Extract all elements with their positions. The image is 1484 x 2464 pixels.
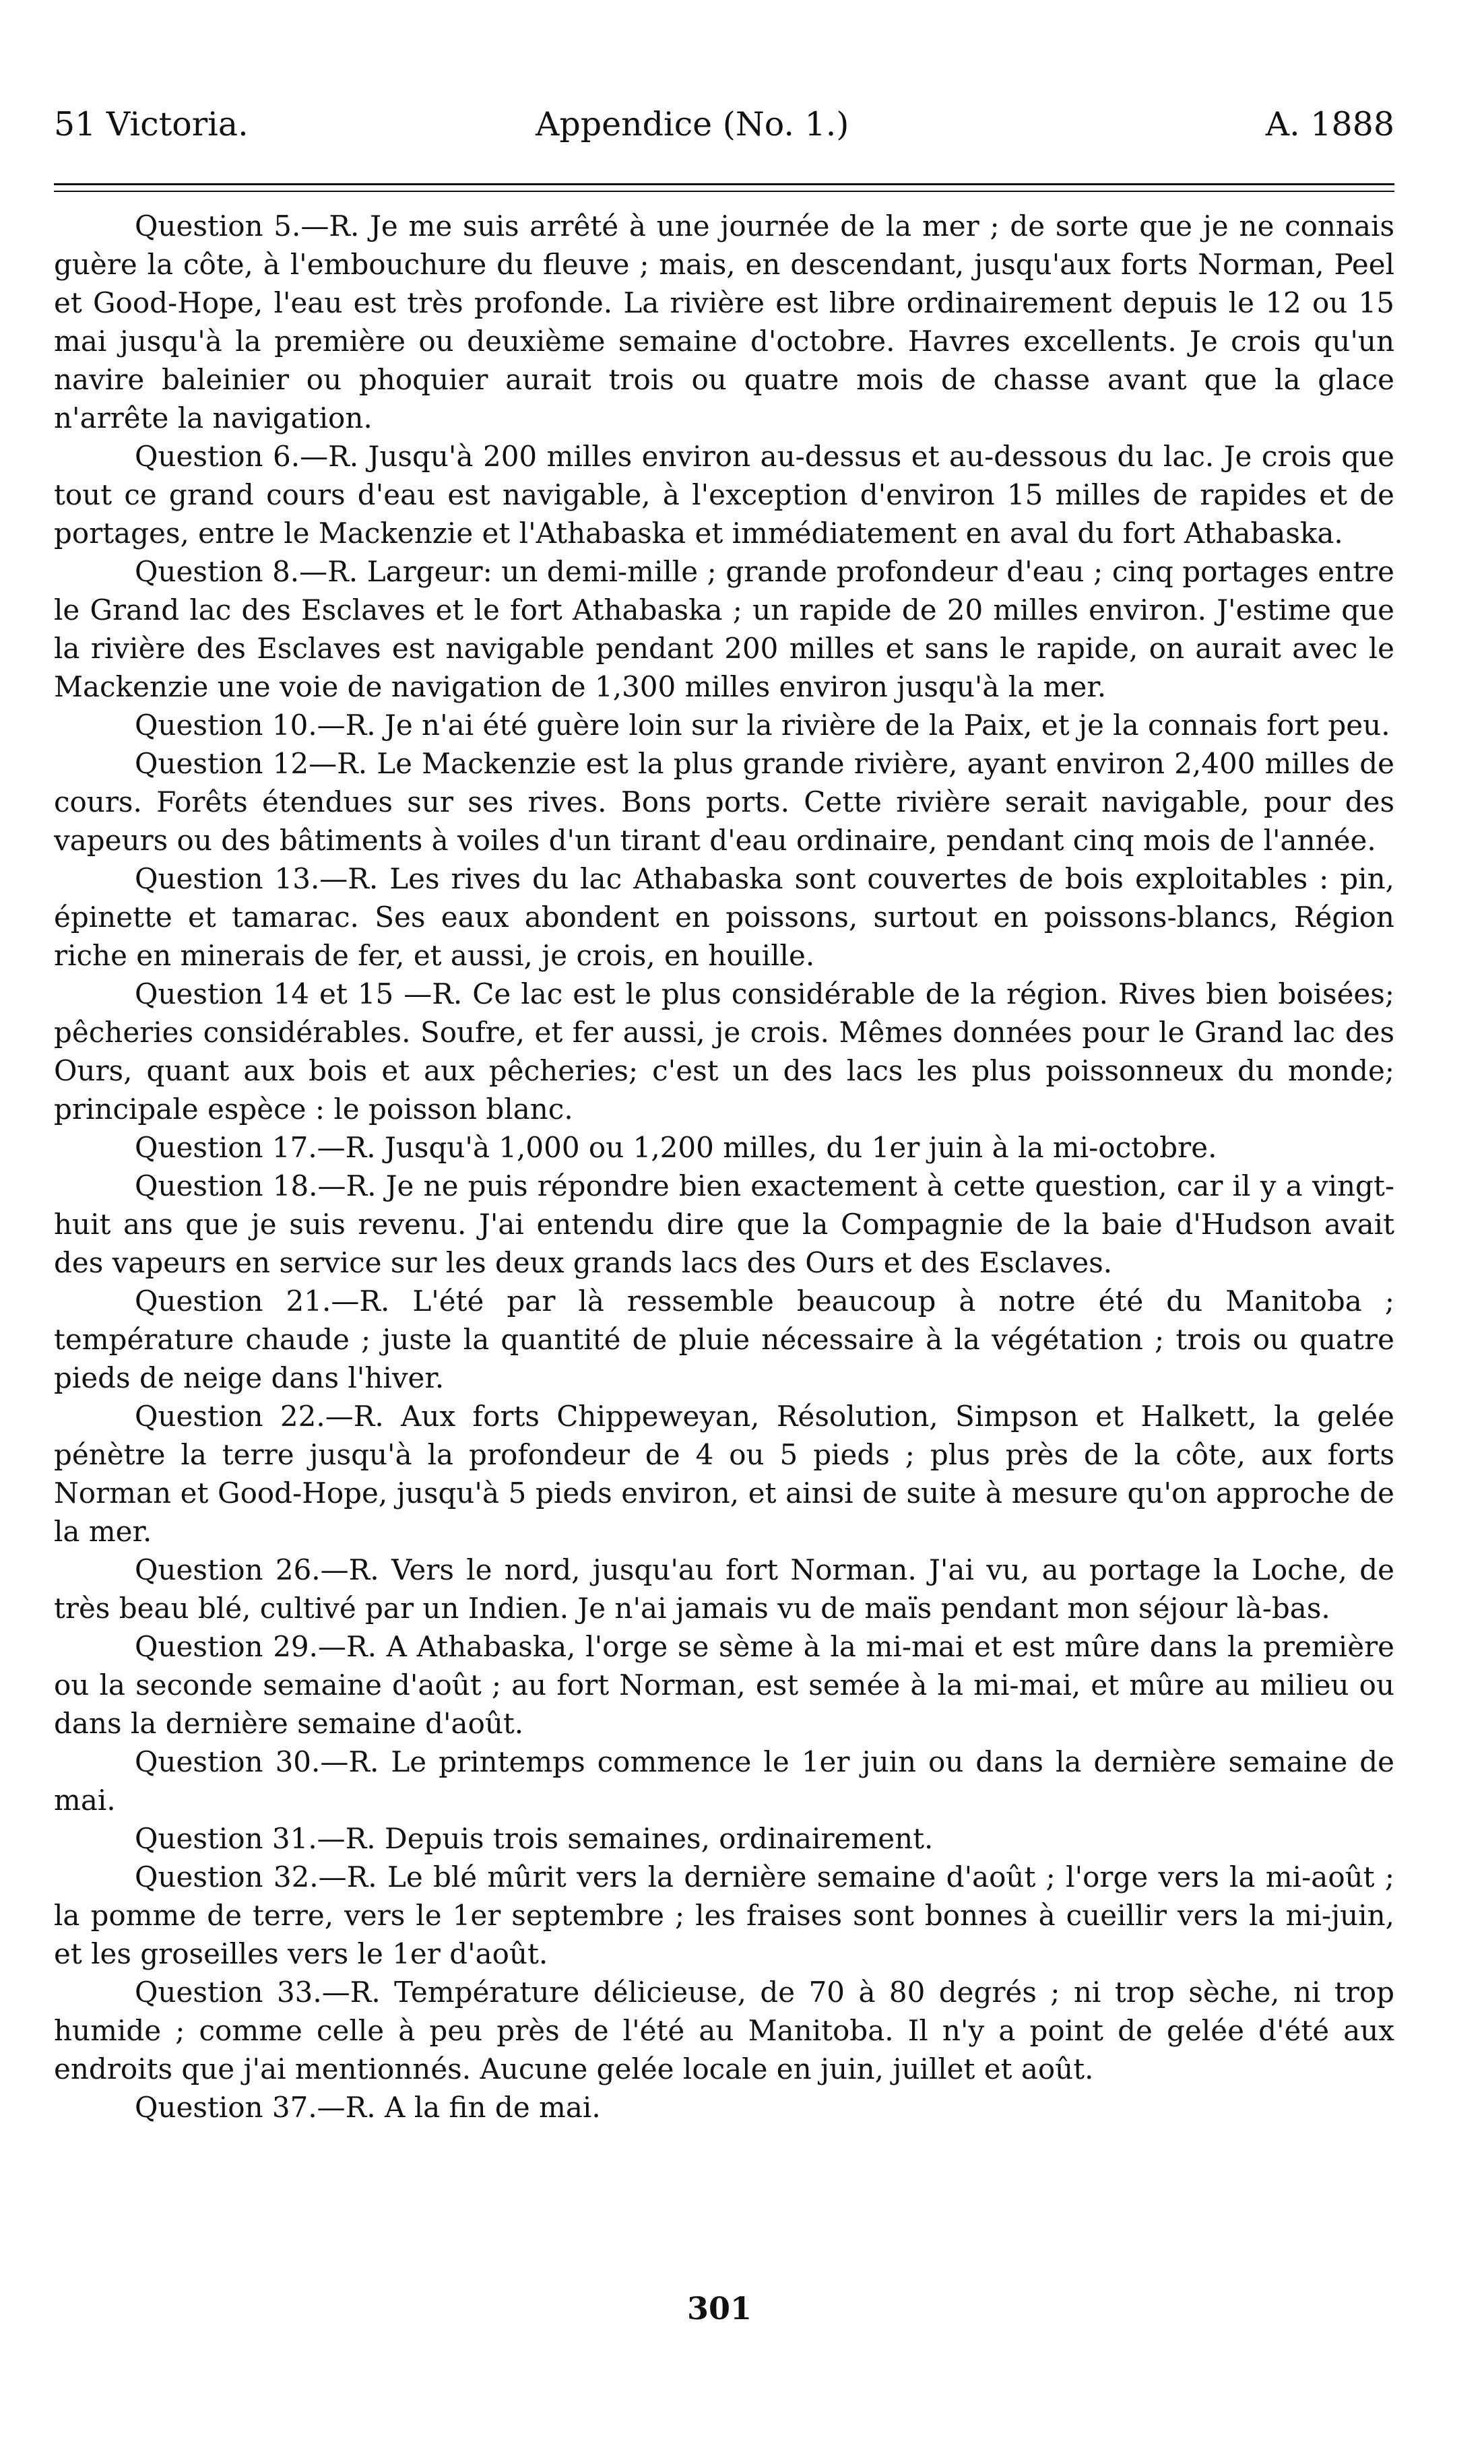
question-entry	[54, 1282, 1394, 1397]
question-entry	[54, 1743, 1394, 1819]
question-entry	[54, 1858, 1394, 1973]
question-label: Question 14 et 15 —R.	[135, 977, 463, 1010]
question-entry	[54, 1128, 1394, 1167]
question-label: Question 6.—R.	[135, 440, 359, 473]
question-entry	[54, 1397, 1394, 1551]
document-body	[54, 207, 1394, 2127]
question-entry	[54, 2088, 1394, 2127]
answer-text: Je n'ai été guère loin sur la rivière de la Paix, et je la connais fort peu.	[385, 709, 1390, 742]
question-entry	[54, 1551, 1394, 1627]
answer-text: Les rives du lac Athabaska sont couvertes de bois exploitables : pin, épinette et tamarac. Ses eaux abondent en poissons, surtout en poissons-blancs, Région riche en minerais de fer, et aussi, je crois, en houille.	[54, 862, 1394, 972]
answer-text: Jusqu'à 200 milles environ au-dessus et au-dessous du lac. Je crois que tout ce grand cours d'eau est navigable, à l'exception d'environ 15 milles de rapides et de portages, entre le Mackenzie et l'Athabaska et immédiatement en aval du fort Athabaska.	[54, 440, 1395, 550]
document-page	[54, 94, 1394, 2127]
answer-text: A Athabaska, l'orge se sème à la mi-mai et est mûre dans la première ou la seconde semaine d'août ; au fort Norman, est semée à la mi-mai, et mûre au milieu ou dans la dernière semaine d'août.	[54, 1630, 1395, 1740]
question-label: Question 26.—R.	[135, 1553, 379, 1586]
question-label: Question 22.—R.	[135, 1400, 384, 1433]
question-entry	[54, 1627, 1394, 1743]
question-label: Question 32.—R.	[135, 1860, 377, 1893]
question-label: Question 33.—R.	[135, 1976, 381, 2009]
question-label: Question 8.—R.	[135, 555, 358, 588]
question-entry	[54, 975, 1394, 1128]
question-label: Question 5.—R.	[135, 209, 360, 242]
answer-text: Je me suis arrêté à une journée de la mer ; de sorte que je ne connais guère la côte, à l'embouchure du fleuve ; mais, en descendant, jusqu'aux forts Norman, Peel et Good-Hope, l'eau est très profonde. La rivière est libre ordinairement depuis le 12 ou 15 mai jusqu'à la première ou deuxième semaine d'octobre. Havres excellents. Je crois qu'un navire baleinier ou phoquier aurait trois ou quatre mois de chasse avant que la glace n'arrête la navigation.	[54, 209, 1394, 434]
answer-text: Aux forts Chippeweyan, Résolution, Simpson et Halkett, la gelée pénètre la terre jusqu'à la profondeur de 4 ou 5 pieds ; plus près de la côte, aux forts Norman et Good-Hope, jusqu'à 5 pieds environ, et ainsi de suite à mesure qu'on approche de la mer.	[54, 1400, 1395, 1548]
answer-text: Le printemps commence le 1er juin ou dans la dernière semaine de mai.	[54, 1745, 1394, 1817]
question-entry	[54, 1819, 1394, 1858]
answer-text: Ce lac est le plus considérable de la région. Rives bien boisées; pêcheries considérables. Soufre, et fer aussi, je crois. Mêmes données pour le Grand lac des Ours, quant aux bois et aux pêcheries; c'est un des lacs les plus poissonneux du monde; principale espèce : le poisson blanc.	[54, 977, 1394, 1126]
answer-text: Le Mackenzie est la plus grande rivière, ayant environ 2,400 milles de cours. Forêts étendues sur ses rives. Bons ports. Cette rivière serait navigable, pour des vapeurs ou des bâtiments à voiles d'un tirant d'eau ordinaire, pendant cinq mois de l'année.	[54, 747, 1394, 857]
running-header	[54, 94, 1394, 155]
header-left: 51 Victoria.	[54, 105, 249, 143]
question-label: Question 13.—R.	[135, 862, 379, 895]
answer-text: Température délicieuse, de 70 à 80 degrés ; ni trop sèche, ni trop humide ; comme celle à peu près de l'été au Manitoba. Il n'y a point de gelée d'été aux endroits que j'ai mentionnés. Aucune gelée locale en juin, juillet et août.	[54, 1976, 1394, 2085]
question-entry	[54, 860, 1394, 975]
question-entry	[54, 552, 1394, 706]
question-entry	[54, 1167, 1394, 1282]
header-center: Appendice (No. 1.)	[536, 105, 849, 143]
answer-text: Largeur: un demi-mille ; grande profondeur d'eau ; cinq portages entre le Grand lac des Esclaves et le fort Athabaska ; un rapide de 20 milles environ. J'estime que la rivière des Esclaves est navigable pendant 200 milles et sans le rapide, on aurait avec le Mackenzie une voie de navigation de 1,300 milles environ jusqu'à la mer.	[54, 555, 1395, 703]
question-label: Question 10.—R.	[135, 709, 376, 742]
header-rule	[54, 183, 1394, 192]
question-label: Question 37.—R.	[135, 2091, 376, 2124]
answer-text: Depuis trois semaines, ordinairement.	[385, 1822, 934, 1855]
header-right: A. 1888	[1265, 105, 1394, 143]
question-label: Question 12—R.	[135, 747, 368, 780]
question-label: Question 30.—R.	[135, 1745, 379, 1778]
question-entry	[54, 207, 1394, 437]
answer-text: Je ne puis répondre bien exactement à cette question, car il y a vingt-huit ans que je suis revenu. J'ai entendu dire que la Compagnie de la baie d'Hudson avait des vapeurs en service sur les deux grands lacs des Ours et des Esclaves.	[54, 1169, 1395, 1279]
answer-text: A la fin de mai.	[385, 2091, 601, 2124]
question-entry	[54, 1973, 1394, 2088]
answer-text: Jusqu'à 1,000 ou 1,200 milles, du 1er juin à la mi-octobre.	[385, 1131, 1217, 1164]
question-label: Question 29.—R.	[135, 1630, 377, 1663]
answer-text: Vers le nord, jusqu'au fort Norman. J'ai vu, au portage la Loche, de très beau blé, cultivé par un Indien. Je n'ai jamais vu de maïs pendant mon séjour là-bas.	[54, 1553, 1395, 1625]
question-label: Question 18.—R.	[135, 1169, 377, 1202]
question-entry	[54, 437, 1394, 552]
answer-text: L'été par là ressemble beaucoup à notre été du Manitoba ; température chaude ; juste la quantité de pluie nécessaire à la végétation ; trois ou quatre pieds de neige dans l'hiver.	[54, 1285, 1394, 1394]
question-label: Question 31.—R.	[135, 1822, 376, 1855]
page-number: 301	[687, 2290, 752, 2327]
question-label: Question 21.—R.	[135, 1285, 390, 1318]
question-entry	[54, 706, 1394, 744]
answer-text: Le blé mûrit vers la dernière semaine d'août ; l'orge vers la mi-août ; la pomme de terre, vers le 1er septembre ; les fraises sont bonnes à cueillir vers la mi-juin, et les groseilles vers le 1er d'août.	[54, 1860, 1394, 1970]
question-label: Question 17.—R.	[135, 1131, 376, 1164]
question-entry	[54, 744, 1394, 860]
